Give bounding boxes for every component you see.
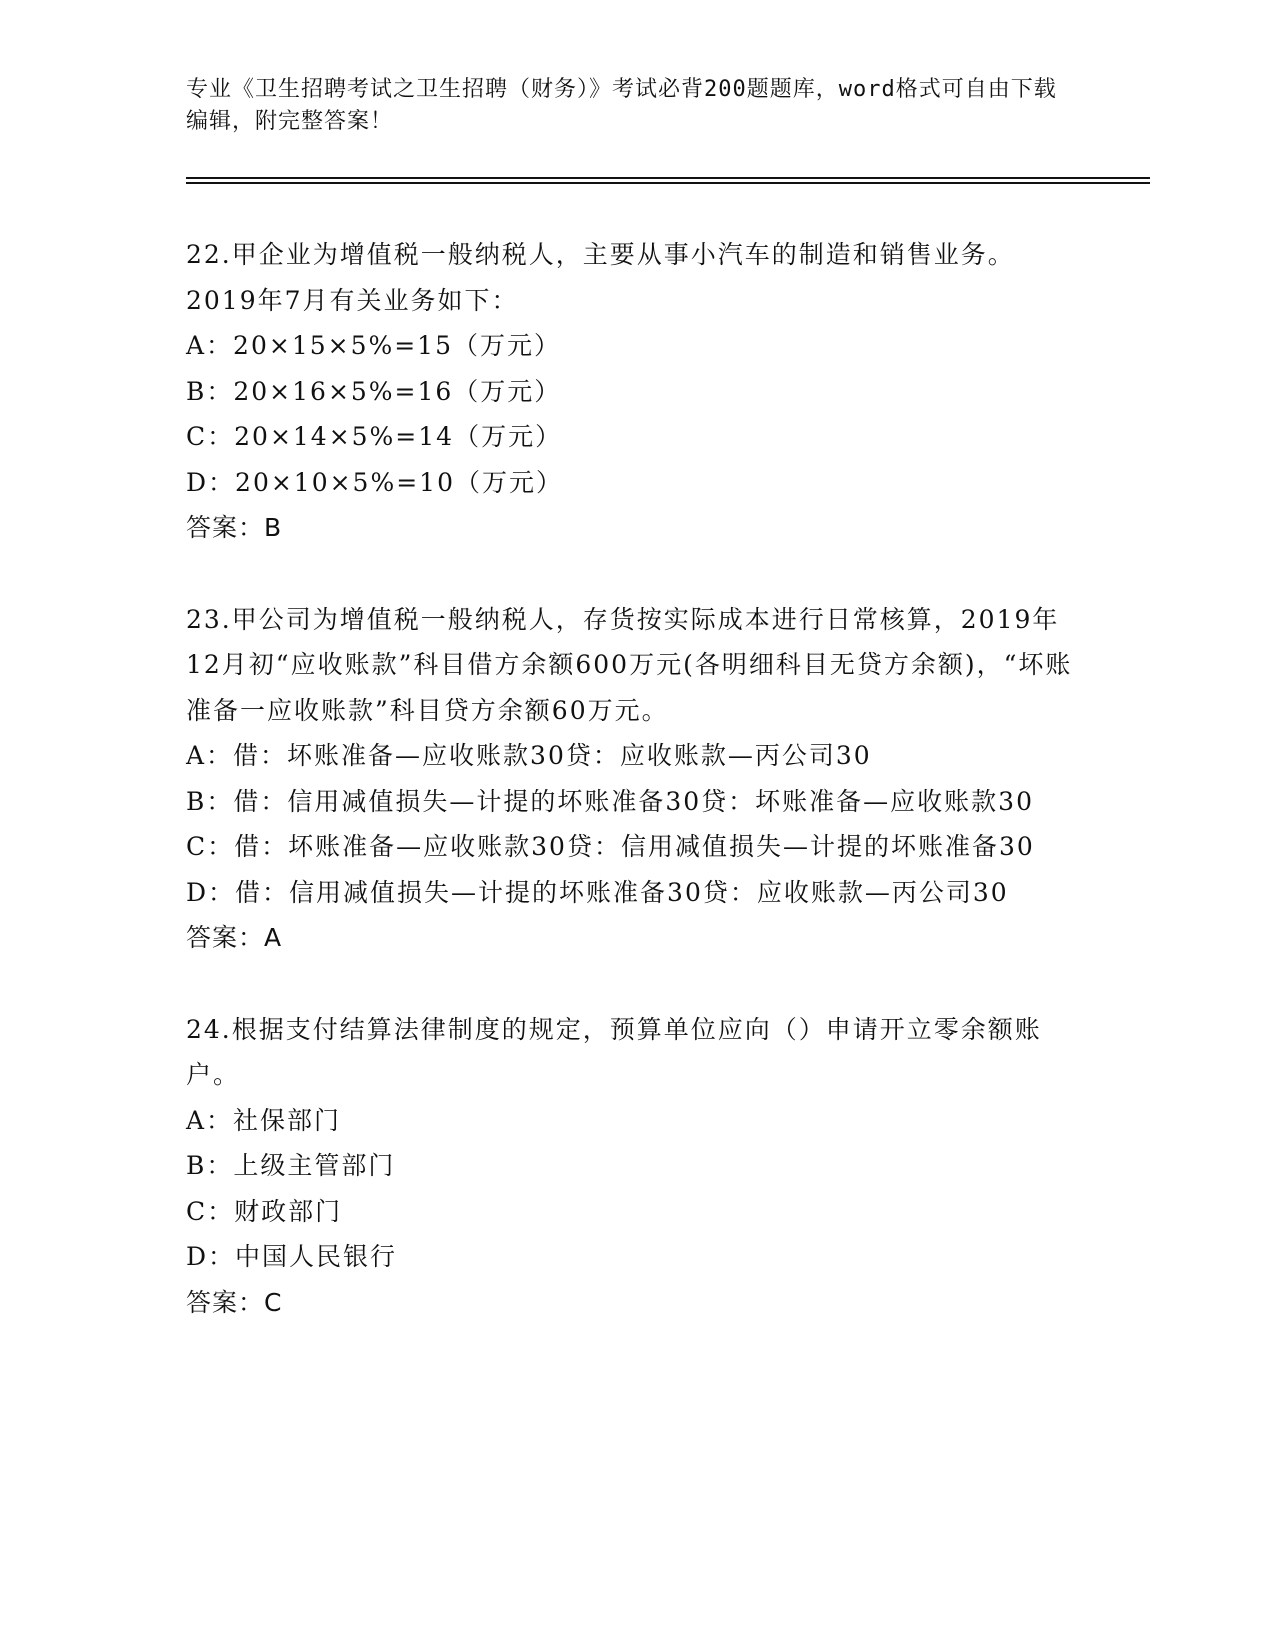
option-a: A：20×15×5%=15（万元）: [186, 331, 561, 360]
question-stem: 24.根据支付结算法律制度的规定，预算单位应向（）申请开立零余额账户。: [186, 1014, 1042, 1089]
answer: 答案：A: [186, 923, 283, 952]
question-stem: 22.甲企业为增值税一般纳税人，主要从事小汽车的制造和销售业务。2019年7月有关业务如下：: [186, 240, 1015, 315]
question-stem: 23.甲公司为增值税一般纳税人，存货按实际成本进行日常核算，2019年12月初“应收账款”科目借方余额600万元(各明细科目无贷方余额)，“坏账准备一应收账款”科目贷方余额60万元。: [186, 604, 1073, 725]
option-b: B：借：信用减值损失—计提的坏账准备30贷：坏账准备—应收账款30: [186, 786, 1034, 816]
header-rule-bottom: [186, 182, 1150, 184]
question-24: [186, 1007, 1086, 1326]
document-header: 专业《卫生招聘考试之卫生招聘（财务）》考试必背200题题库，word格式可自由下载编辑，附完整答案！: [186, 77, 1057, 134]
option-d: D：借：信用减值损失—计提的坏账准备30贷：应收账款—丙公司30: [186, 877, 1009, 907]
question-22: [186, 232, 1086, 551]
option-a: A：借：坏账准备—应收账款30贷：应收账款—丙公司30: [186, 741, 872, 770]
option-b: B：上级主管部门: [186, 1151, 396, 1180]
option-b: B：20×16×5%=16（万元）: [186, 376, 562, 406]
header-rule-top: [186, 177, 1150, 179]
option-a: A：社保部门: [186, 1105, 342, 1135]
answer: 答案：B: [186, 513, 283, 542]
option-c: C：借：坏账准备—应收账款30贷：信用减值损失—计提的坏账准备30: [186, 832, 1035, 861]
answer: 答案：C: [186, 1287, 283, 1317]
option-d: D：中国人民银行: [186, 1242, 398, 1271]
option-c: C：20×14×5%=14（万元）: [186, 422, 563, 451]
option-c: C：财政部门: [186, 1196, 343, 1226]
question-list: [186, 232, 1086, 1325]
option-d: D：20×10×5%=10（万元）: [186, 467, 563, 497]
question-23: [186, 597, 1086, 961]
